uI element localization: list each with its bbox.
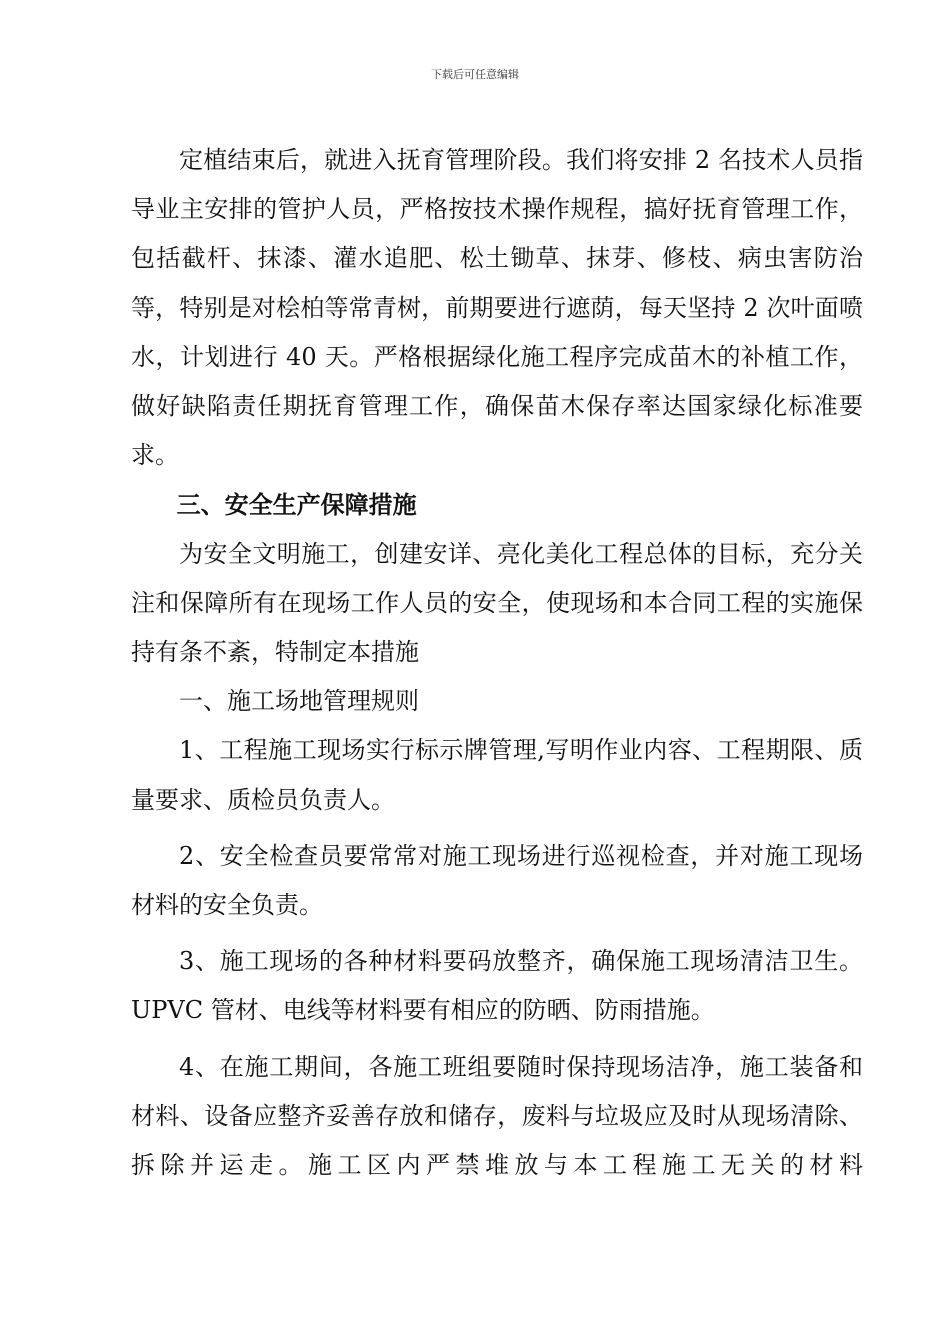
rule-item-1: 1、工程施工现场实行标示牌管理,写明作业内容、工程期限、质量要求、质检员负责人。 — [131, 736, 863, 814]
document-body — [131, 136, 863, 1190]
rule-item-3: 3、施工现场的各种材料要码放整齐，确保施工现场清洁卫生。UPVC 管材、电线等材料要有相应的防晒、防雨措施。 — [131, 947, 863, 1025]
rule-item-4: 4、在施工期间，各施工班组要随时保持现场洁净，施工装备和材料、设备应整齐妥善存放和储存，废料与垃圾应及时从现场清除、拆除并运走。施工区内严禁堆放与本工程施工无关的材料 — [131, 1052, 863, 1180]
section-heading-safety: 三、安全生产保障措施 — [176, 490, 417, 520]
subsection-heading-site-rules: 一、施工场地管理规则 — [179, 687, 419, 716]
page-header: 下载后可任意编辑 — [431, 68, 519, 81]
rule-item-2: 2、安全检查员要常常对施工现场进行巡视检查，并对施工现场材料的安全负责。 — [131, 841, 863, 920]
paragraph-maintenance: 定植结束后，就进入抚育管理阶段。我们将安排 2 名技术人员指导业主安排的管护人员，严格按技术操作规程，搞好抚育管理工作，包括截杆、抹漆、灌水追肥、松土锄草、抹芽、修枝、病虫害防治等，特别是对桧柏等常青树，前期要进行遮荫，每天坚持 2 次叶面喷水，计划进行 40 天。严格根据绿化施工程序完成苗木的补植工作，做好缺陷责任期抚育管理工作，确保苗木保存率达国家绿化标准要求。 — [131, 146, 863, 470]
paragraph-safety-intro: 为安全文明施工，创建安详、亮化美化工程总体的目标，充分关注和保障所有在现场工作人员的安全，使现场和本合同工程的实施保持有条不紊，特制定本措施 — [131, 539, 863, 667]
